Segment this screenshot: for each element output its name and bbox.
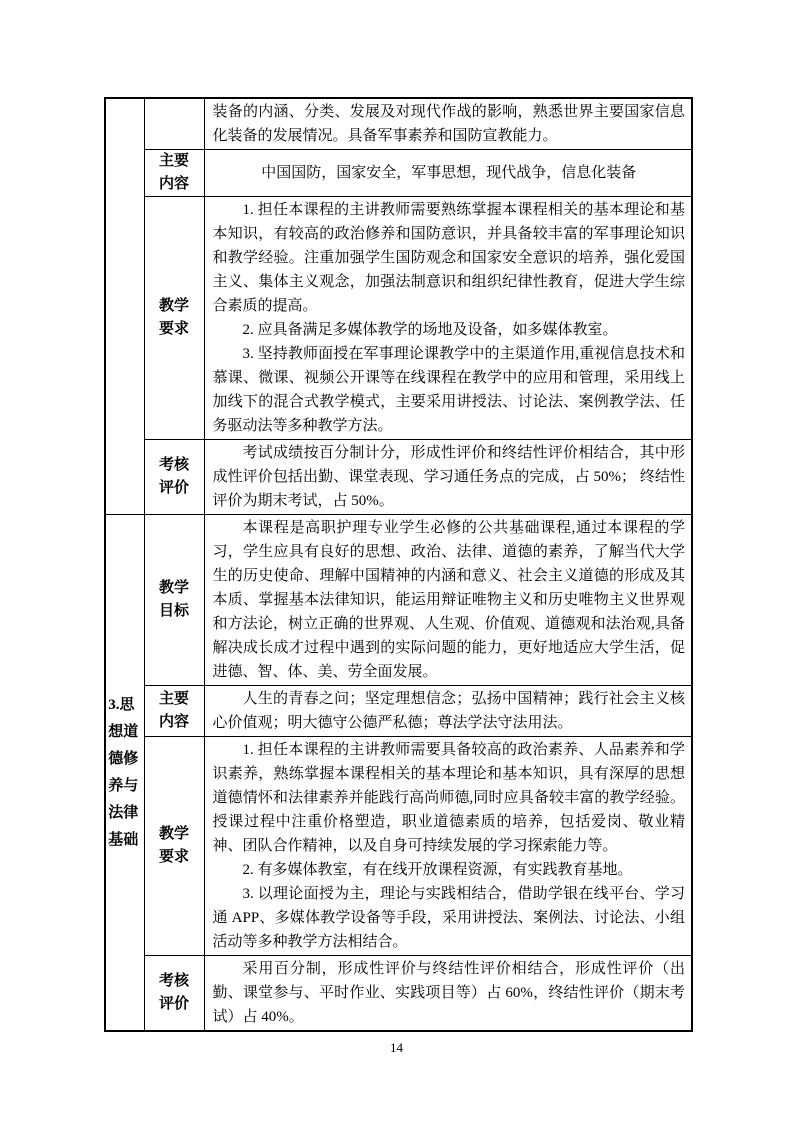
row-label: 教学要求 <box>159 826 190 865</box>
row-label-cell <box>144 686 204 737</box>
course-syllabus-table <box>104 97 693 1032</box>
content-paragraph: 2. 有多媒体教室，有在线开放课程资源，有实践教育基地。 <box>242 862 633 878</box>
content-cell-goal-continued <box>204 98 692 150</box>
content-cell-main-content <box>204 686 692 737</box>
content-paragraph: 3. 坚持教师面授在军事理论课教学中的主渠道作用,重视信息技术和慕课、微课、视频公开课等在线课程在教学中的应用和管理，采用线上加线下的混合式教学模式，主要采用讲授法、讨论法、案例教学法、任务驱动法等多种教学方法。 <box>212 346 685 434</box>
content-paragraph: 采用百分制，形成性评价与终结性评价相结合，形成性评价（出勤、课堂参与、平时作业、实践项目等）占 60%，终结性评价（期末考试）占 40%。 <box>212 961 685 1025</box>
content-paragraph: 3. 以理论面授为主，理论与实践相结合，借助学银在线平台、学习通 APP、多媒体教学设备等手段，采用讲授法、案例法、讨论法、小组活动等多种教学方法相结合。 <box>212 886 685 950</box>
row-label: 教学要求 <box>159 298 190 337</box>
category-label: 3.思想道德修养与法律基础 <box>108 696 139 848</box>
row-label-cell <box>144 737 204 956</box>
row-label: 主要内容 <box>159 691 190 730</box>
content-cell-teaching-requirements <box>204 197 692 440</box>
row-label-cell <box>144 515 204 686</box>
row-label: 考核评价 <box>159 973 190 1012</box>
category-cell-section3 <box>105 515 144 1032</box>
row-label-cell <box>144 197 204 440</box>
row-label-cell <box>144 440 204 515</box>
page-number: 14 <box>390 1040 403 1055</box>
category-cell-continued <box>105 98 144 515</box>
content-paragraph: 人生的青春之问；坚定理想信念；弘扬中国精神；践行社会主义核心价值观；明大德守公德严私德；尊法学法守法用法。 <box>212 691 685 731</box>
content-paragraph: 装备的内涵、分类、发展及对现代作战的影响，熟悉世界主要国家信息化装备的发展情况。具备军事素养和国防宣教能力。 <box>212 104 685 144</box>
content-paragraph: 2. 应具备满足多媒体教学的场地及设备，如多媒体教室。 <box>242 322 618 338</box>
content-paragraph: 本课程是高职护理专业学生必修的公共基础课程,通过本课程的学习，学生应具有良好的思想、政治、法律、道德的素养，了解当代大学生的历史使命、理解中国精神的内涵和意义、社会主义道德的形成及其本质、掌握基本法律知识，能运用辩证唯物主义和历史唯物主义世界观和方法论，树立正确的世界观、人生观、价值观、道德观和法治观,具备解决成长成才过程中遇到的实际问题的能力，更好地适应大学生活，促进德、智、体、美、劳全面发展。 <box>212 520 685 680</box>
content-cell-assessment <box>204 440 692 515</box>
content-paragraph: 考试成绩按百分制计分，形成性评价和终结性评价相结合，其中形成性评价包括出勤、课堂表现、学习通任务点的完成，占 50%； 终结性评价为期末考试，占 50%。 <box>212 445 685 509</box>
content-cell-teaching-goal <box>204 515 692 686</box>
content-cell-assessment <box>204 956 692 1032</box>
content-cell-main-content <box>204 150 692 197</box>
row-label: 考核评价 <box>159 457 190 496</box>
row-label-cell <box>144 956 204 1032</box>
content-paragraph: 1. 担任本课程的主讲教师需要具备较高的政治素养、人品素养和学识素养，熟练掌握本课程相关的基本理论和基本知识，具有深厚的思想道德情怀和法律素养并能践行高尚师德,同时应具备较丰富的教学经验。授课过程中注重价格塑造，职业道德素质的培养，包括爱岗、敬业精神、团队合作精神，以及自身可持续发展的学习探索能力等。 <box>212 742 685 854</box>
row-label: 教学目标 <box>159 580 190 619</box>
content-cell-teaching-requirements <box>204 737 692 956</box>
content-paragraph: 中国国防，国家安全，军事思想，现代战争，信息化装备 <box>261 165 637 181</box>
row-label-cell <box>144 98 204 150</box>
row-label: 主要内容 <box>159 153 190 192</box>
content-paragraph: 1. 担任本课程的主讲教师需要熟练掌握本课程相关的基本理论和基本知识，有较高的政治修养和国防意识，并具备较丰富的军事理论知识和教学经验。注重加强学生国防观念和国家安全意识的培养，强化爱国主义、集体主义观念，加强法制意识和组织纪律性教育，促进大学生综合素质的提高。 <box>212 202 685 314</box>
row-label-cell <box>144 150 204 197</box>
